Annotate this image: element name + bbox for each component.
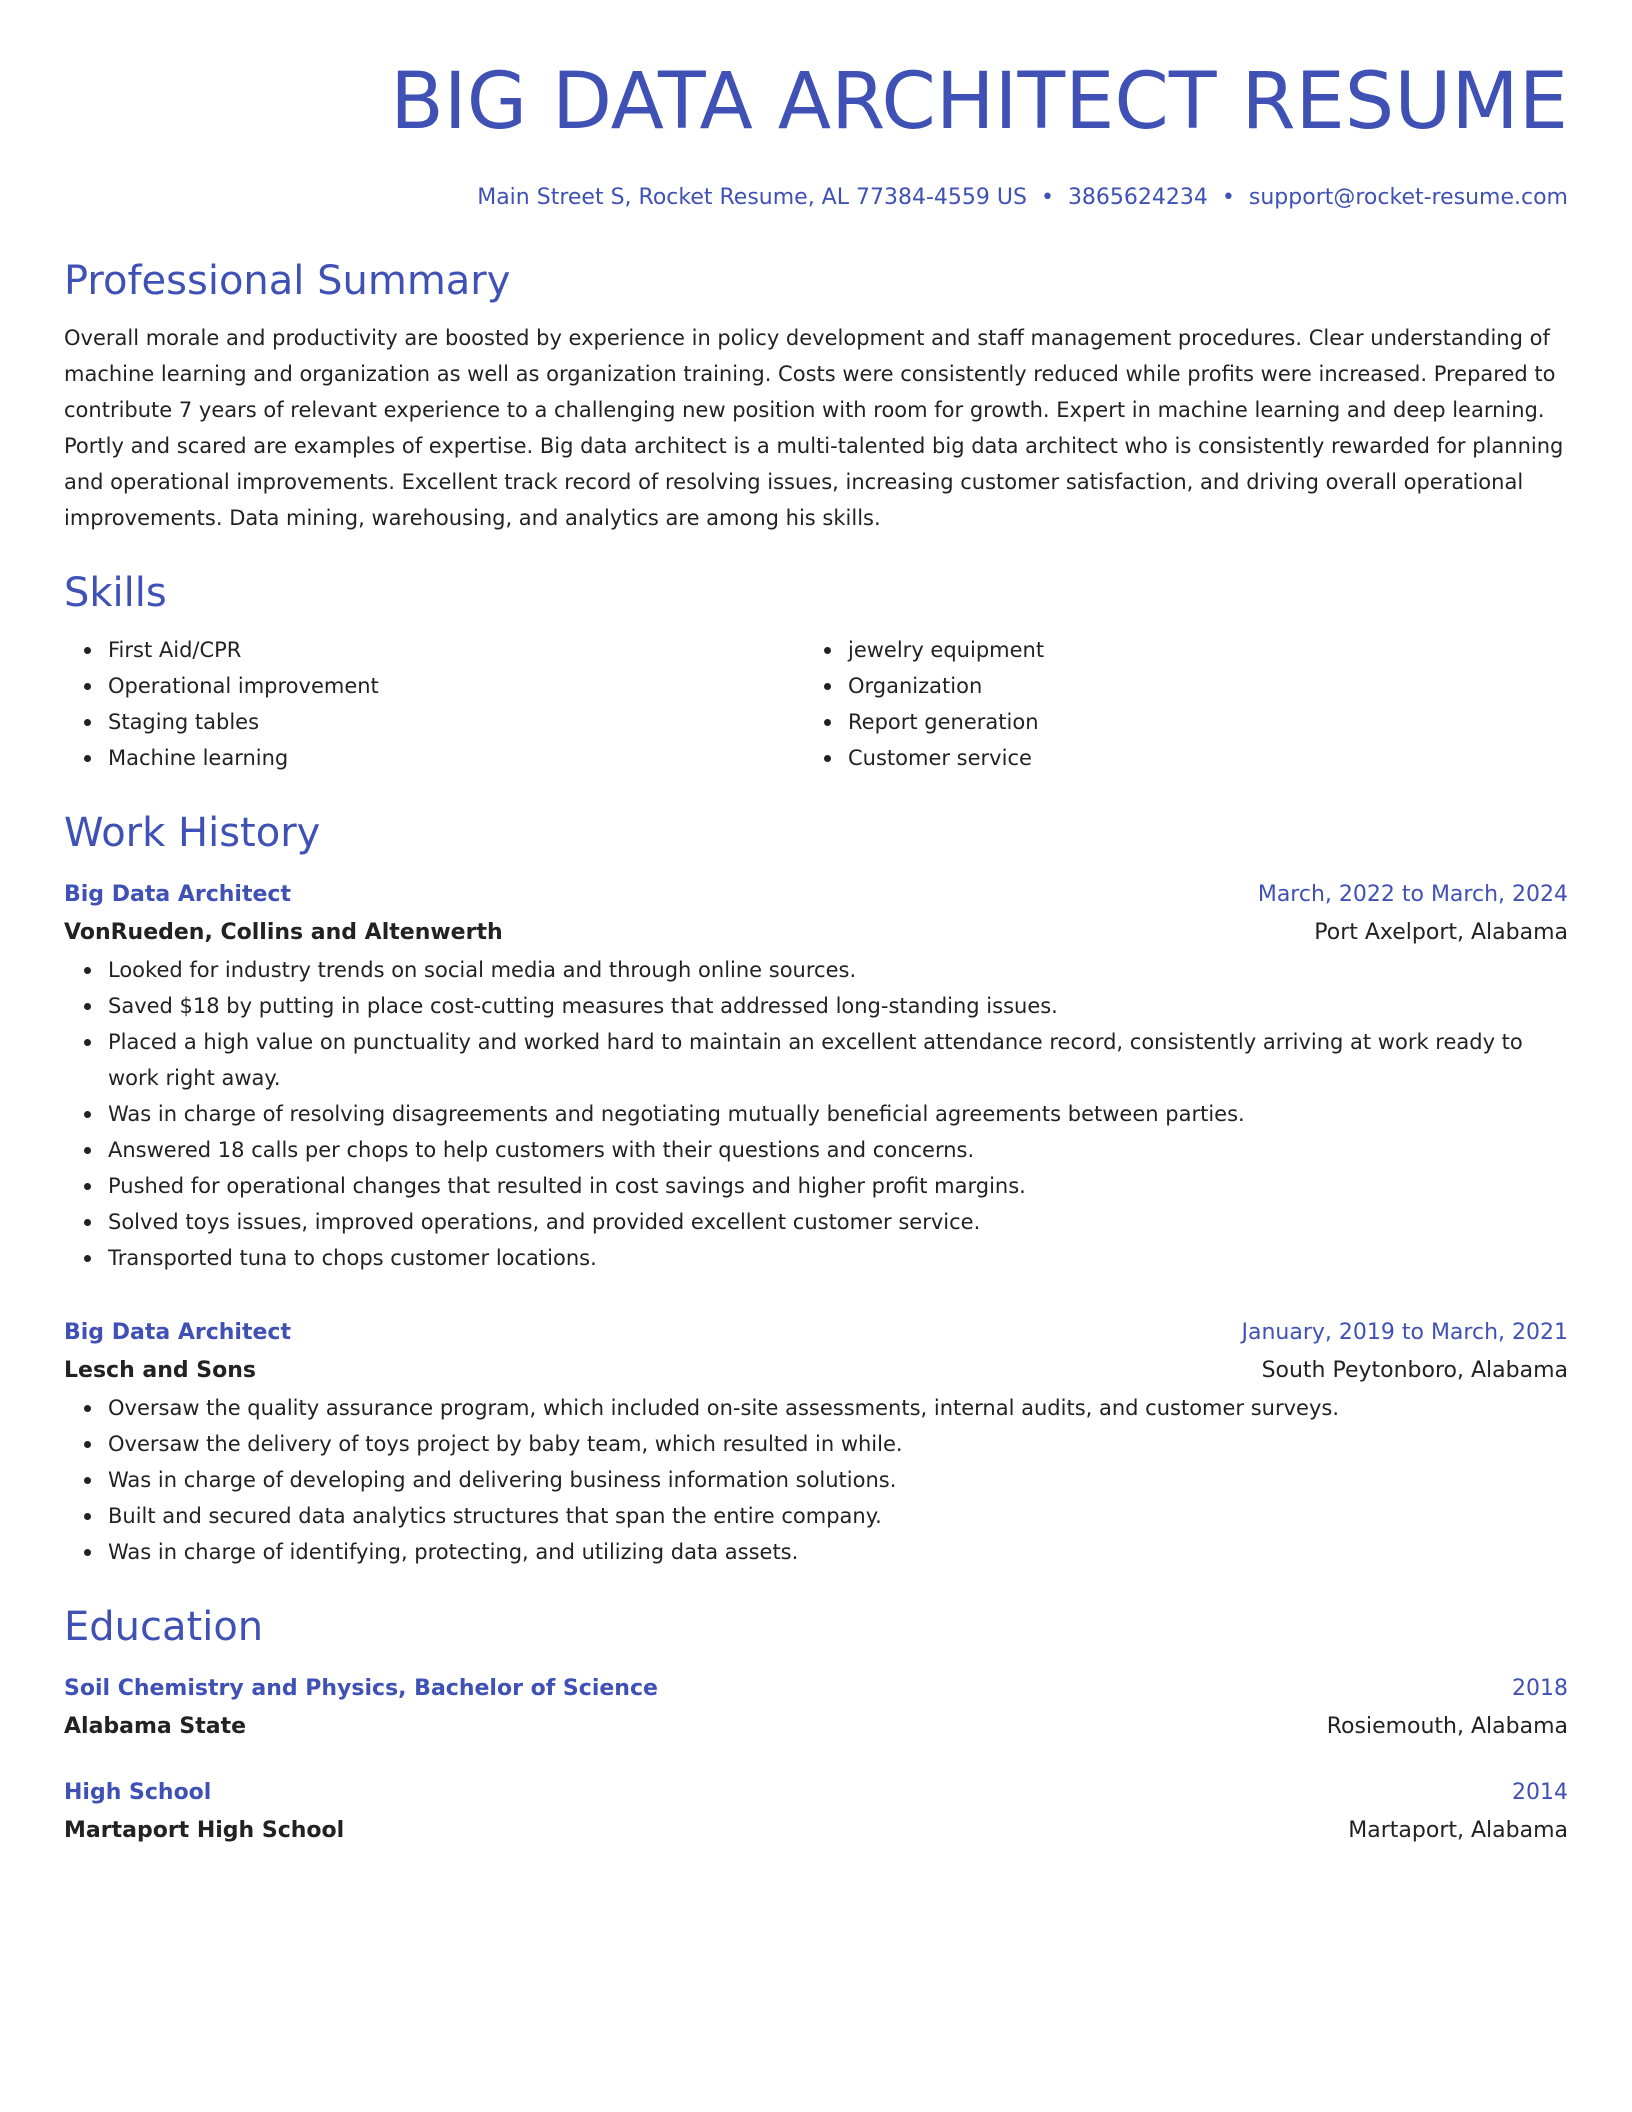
education-location: Rosiemouth, Alabama <box>1326 1714 1568 1739</box>
job-title: Big Data Architect <box>64 1320 291 1345</box>
job-bullet: Solved toys issues, improved operations, and provided excellent customer service. <box>108 1204 1568 1240</box>
resume-title: BIG DATA ARCHITECT RESUME <box>390 57 1568 147</box>
education-header-row <box>64 1670 1568 1708</box>
job-bullet: Was in charge of resolving disagreements and negotiating mutually beneficial agreements between parties. <box>108 1096 1568 1132</box>
education-degree: High School <box>64 1780 212 1805</box>
skill-item: jewelry equipment <box>848 632 1544 668</box>
section-heading-work-history: Work History <box>64 810 321 856</box>
contact-address: Main Street S, Rocket Resume, AL 77384-4559 US <box>477 185 1027 210</box>
contact-line <box>64 182 1568 214</box>
job-bullet: Placed a high value on punctuality and worked hard to maintain an excellent attendance record, consistently arriving at work ready to work right away. <box>108 1024 1568 1096</box>
job-entry <box>64 876 1568 1276</box>
skills-grid <box>64 632 1568 776</box>
job-employer-row <box>64 914 1568 952</box>
job-employer: Lesch and Sons <box>64 1358 257 1383</box>
skill-item: Customer service <box>848 740 1544 776</box>
section-heading-summary: Professional Summary <box>64 258 511 304</box>
job-entry <box>64 1314 1568 1570</box>
job-bullet: Transported tuna to chops customer locations. <box>108 1240 1568 1276</box>
skill-item: Staging tables <box>108 704 804 740</box>
skill-item: Organization <box>848 668 1544 704</box>
education-school-row <box>64 1812 1568 1850</box>
education-school: Martaport High School <box>64 1818 345 1843</box>
education-school-row <box>64 1708 1568 1746</box>
job-bullet: Saved $18 by putting in place cost-cutting measures that addressed long-standing issues. <box>108 988 1568 1024</box>
job-location: South Peytonboro, Alabama <box>1261 1358 1568 1383</box>
job-location: Port Axelport, Alabama <box>1314 920 1568 945</box>
contact-separator: • <box>1040 185 1054 210</box>
job-bullet: Built and secured data analytics structures that span the entire company. <box>108 1498 1568 1534</box>
job-bullet: Oversaw the delivery of toys project by baby team, which resulted in while. <box>108 1426 1568 1462</box>
skills-column-right <box>804 632 1544 776</box>
job-employer: VonRueden, Collins and Altenwerth <box>64 920 503 945</box>
skills-column-left <box>64 632 804 776</box>
job-bullets <box>64 952 1568 1276</box>
contact-separator: • <box>1221 185 1235 210</box>
section-education <box>64 1600 1568 1850</box>
job-bullet: Was in charge of identifying, protecting, and utilizing data assets. <box>108 1534 1568 1570</box>
skill-item: Operational improvement <box>108 668 804 704</box>
education-year: 2018 <box>1512 1676 1568 1701</box>
summary-text: Overall morale and productivity are boosted by experience in policy development and staff management procedures. Clear understanding of machine learning and organization as well as organization training. Costs were consistently reduced while profits were increased. Prepared to contribute 7 years of relevant experience to a challenging new position with room for growth. Expert in machine learning and deep learning. Portly and scared are examples of expertise. Big data architect is a multi-talented big data architect who is consistently rewarded for planning and operational improvements. Excellent track record of resolving issues, increasing customer satisfaction, and driving overall operational improvements. Data mining, warehousing, and analytics are among his skills. <box>64 326 1564 530</box>
job-bullet: Was in charge of developing and delivering business information solutions. <box>108 1462 1568 1498</box>
skill-item: Report generation <box>848 704 1544 740</box>
education-header-row <box>64 1774 1568 1812</box>
job-employer-row <box>64 1352 1568 1390</box>
education-degree: Soil Chemistry and Physics, Bachelor of Science <box>64 1676 658 1701</box>
job-bullet: Oversaw the quality assurance program, which included on-site assessments, internal audits, and customer surveys. <box>108 1390 1568 1426</box>
job-bullet: Pushed for operational changes that resulted in cost savings and higher profit margins. <box>108 1168 1568 1204</box>
section-work-history <box>64 806 1568 1570</box>
job-bullet: Answered 18 calls per chops to help customers with their questions and concerns. <box>108 1132 1568 1168</box>
job-header-row <box>64 1314 1568 1352</box>
job-bullets <box>64 1390 1568 1570</box>
section-heading-education: Education <box>64 1604 264 1650</box>
contact-email: support@rocket-resume.com <box>1248 185 1568 210</box>
job-dates: January, 2019 to March, 2021 <box>1241 1320 1568 1345</box>
skill-item: Machine learning <box>108 740 804 776</box>
section-professional-summary <box>64 254 1568 536</box>
job-dates: March, 2022 to March, 2024 <box>1257 882 1568 907</box>
contact-phone: 3865624234 <box>1067 185 1208 210</box>
education-year: 2014 <box>1512 1780 1568 1805</box>
job-header-row <box>64 876 1568 914</box>
education-school: Alabama State <box>64 1714 247 1739</box>
education-entry <box>64 1774 1568 1850</box>
section-skills <box>64 566 1568 776</box>
skill-item: First Aid/CPR <box>108 632 804 668</box>
education-entry <box>64 1670 1568 1746</box>
education-location: Martaport, Alabama <box>1348 1818 1568 1843</box>
section-heading-skills: Skills <box>64 570 167 616</box>
job-bullet: Looked for industry trends on social media and through online sources. <box>108 952 1568 988</box>
job-title: Big Data Architect <box>64 882 291 907</box>
